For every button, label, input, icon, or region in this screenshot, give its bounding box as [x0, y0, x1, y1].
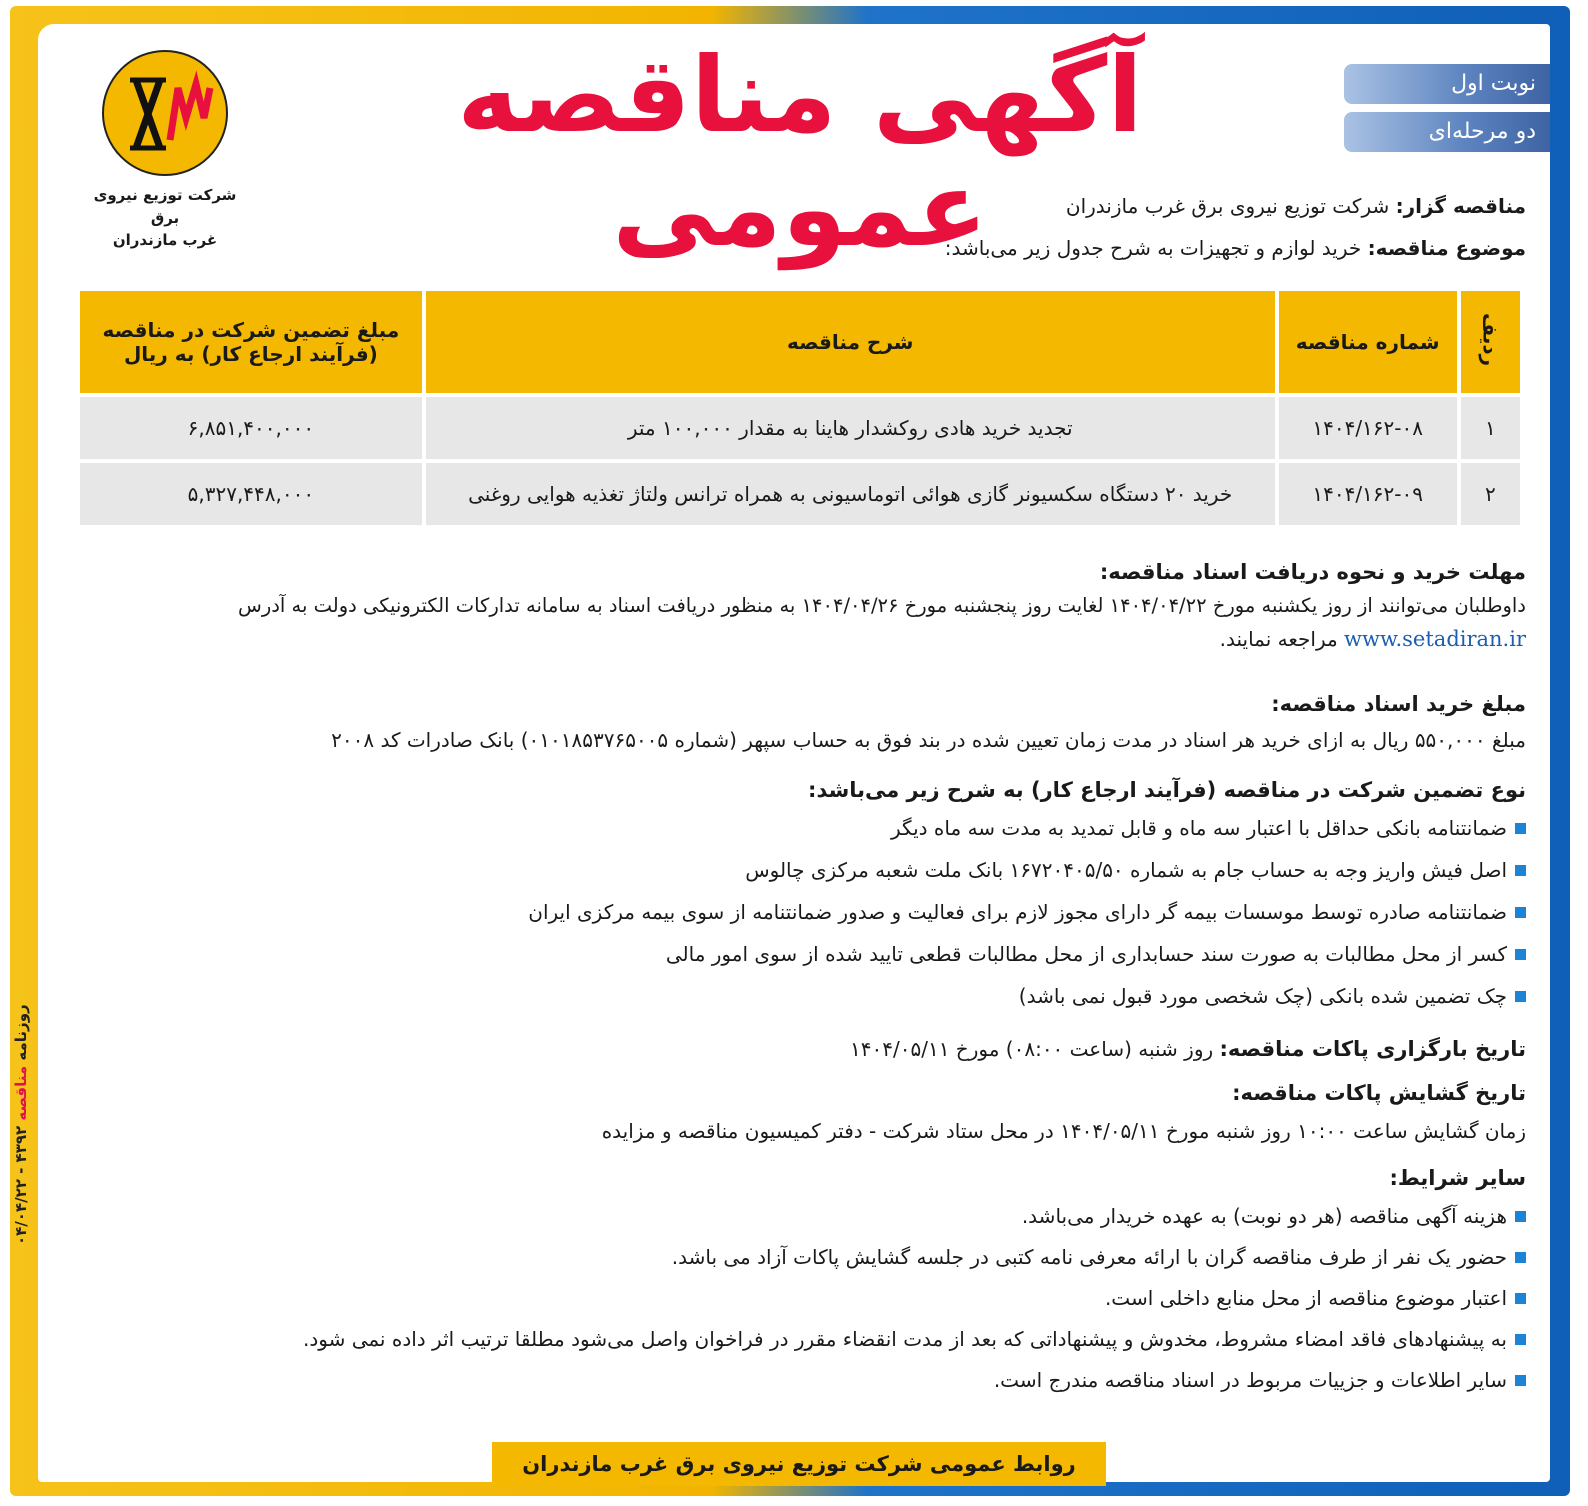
header-amount	[80, 291, 422, 393]
logo-caption	[80, 184, 250, 252]
bullet-square-icon	[1515, 1293, 1526, 1304]
header-row-number: ردیف	[1461, 291, 1520, 393]
list-item: اصل فیش واریز وجه به حساب جام به شماره ۱۶۷۲۰۴۰۵/۵۰ بانک ملت شعبه مرکزی چالوس	[66, 858, 1526, 882]
bullet-square-icon	[1515, 1334, 1526, 1345]
price-section	[66, 692, 1526, 752]
deadline-text: داوطلبان می‌توانند از روز یکشنبه مورخ ۱۴۰۴/۰۴/۲۲ لغایت روز پنجشنبه مورخ ۱۴۰۴/۰۴/۲۶ به منظور دریافت اسناد به سامانه تدارکات الکترونیکی دولت به آدرس	[238, 594, 1526, 617]
deadline-text-end: مراجعه نمایند.	[1219, 627, 1338, 651]
subject-line	[945, 236, 1526, 260]
opening-section	[66, 1081, 1526, 1143]
side-brand: مناقصه	[12, 1065, 30, 1121]
table-row	[80, 397, 1520, 459]
stage-badge: دو مرحله‌ای	[1344, 112, 1550, 152]
table-header-row	[80, 291, 1520, 393]
price-text: مبلغ ۵۵۰,۰۰۰ ریال به ازای خرید هر اسناد در مدت زمان تعیین شده در بند فوق به حساب سپهر (شماره ۰۱۰۱۸۵۳۷۶۵۰۰۵) بانک صادرات کد ۲۰۰۸	[331, 728, 1526, 752]
power-logo-icon	[100, 48, 230, 178]
cell-number: ۱۴۰۴/۱۶۲-۰۸	[1279, 397, 1457, 459]
bullet-square-icon	[1515, 991, 1526, 1002]
cell-description: تجدید خرید هادی روکشدار هاینا به مقدار ۱۰۰,۰۰۰ متر	[426, 397, 1275, 459]
side-prefix: روزنامه	[12, 1004, 30, 1061]
organizer-label: مناقصه گزار:	[1395, 194, 1526, 218]
table-row	[80, 463, 1520, 525]
list-item: ضمانتنامه بانکی حداقل با اعتبار سه ماه و قابل تمدید به مدت سه ماه دیگر	[66, 816, 1526, 840]
cell-description: خرید ۲۰ دستگاه سکسیونر گازی هوائی اتوماسیونی به همراه ترانس ولتاژ تغذیه هوایی روغنی	[426, 463, 1275, 525]
upload-section	[66, 1037, 1526, 1061]
price-heading: مبلغ خرید اسناد مناقصه:	[1271, 692, 1526, 716]
upload-value: روز شنبه (ساعت ۰۸:۰۰) مورخ ۱۴۰۴/۰۵/۱۱	[850, 1037, 1214, 1061]
cell-amount: ۵,۳۲۷,۴۴۸,۰۰۰	[80, 463, 422, 525]
cell-row: ۱	[1461, 397, 1520, 459]
header-tender-number: شماره مناقصه	[1279, 291, 1457, 393]
cell-number: ۱۴۰۴/۱۶۲-۰۹	[1279, 463, 1457, 525]
organizer-value: شرکت توزیع نیروی برق غرب مازندران	[1065, 194, 1390, 218]
page-title: آگهی مناقصه عمومی	[457, 34, 1143, 271]
opening-text: زمان گشایش ساعت ۱۰:۰۰ روز شنبه مورخ ۱۴۰۴/۰۵/۱۱ در محل ستاد شرکت - دفتر کمیسیون مناقصه و مزایده	[601, 1119, 1526, 1143]
tender-table	[76, 287, 1524, 529]
guarantee-list	[66, 816, 1526, 1008]
other-list	[66, 1204, 1526, 1392]
list-item: اعتبار موضوع مناقصه از محل منابع داخلی است.	[66, 1286, 1526, 1310]
deadline-section	[66, 560, 1526, 651]
other-heading: سایر شرایط:	[1389, 1166, 1526, 1190]
bullet-square-icon	[1515, 823, 1526, 834]
bullet-square-icon	[1515, 1375, 1526, 1386]
bullet-square-icon	[1515, 865, 1526, 876]
subject-value: خرید لوازم و تجهیزات به شرح جدول زیر می‌باشد:	[944, 236, 1362, 260]
list-item: کسر از محل مطالبات به صورت سند حسابداری از محل مطالبات قطعی تایید شده از سوی امور مالی	[66, 942, 1526, 966]
upload-label: تاریخ بارگزاری پاکات مناقصه:	[1219, 1037, 1526, 1061]
list-item: سایر اطلاعات و جزییات مربوط در اسناد مناقصه مندرج است.	[66, 1368, 1526, 1392]
header-amount-line1: مبلغ تضمین شرکت در مناقصه	[102, 318, 400, 342]
subject-label: موضوع مناقصه:	[1367, 236, 1526, 260]
other-conditions-section	[66, 1166, 1526, 1392]
bullet-square-icon	[1515, 1252, 1526, 1263]
list-item: ضمانتنامه صادره توسط موسسات بیمه گر دارای مجوز لازم برای فعالیت و صدور ضمانتنامه از سوی بیمه مرکزی ایران	[66, 900, 1526, 924]
logo-caption-line1: شرکت توزیع نیروی برق	[93, 186, 237, 227]
list-item: هزینه آگهی مناقصه (هر دو نوبت) به عهده خریدار می‌باشد.	[66, 1204, 1526, 1228]
header-amount-line2: (فرآیند ارجاع کار) به ریال	[123, 342, 378, 366]
cell-amount: ۶,۸۵۱,۴۰۰,۰۰۰	[80, 397, 422, 459]
bullet-square-icon	[1515, 949, 1526, 960]
company-logo	[80, 48, 250, 252]
round-badge: نوبت اول	[1344, 64, 1550, 104]
guarantee-section	[66, 778, 1526, 1008]
cell-row: ۲	[1461, 463, 1520, 525]
list-item: حضور یک نفر از طرف مناقصه گران با ارائه معرفی نامه کتبی در جلسه گشایش پاکات آزاد می باشد.	[66, 1245, 1526, 1269]
guarantee-heading: نوع تضمین شرکت در مناقصه (فرآیند ارجاع کار) به شرح زیر می‌باشد:	[808, 778, 1526, 802]
list-item: به پیشنهادهای فاقد امضاء مشروط، مخدوش و پیشنهاداتی که بعد از مدت انقضاء مقرر در فراخوان واصل می‌شود مطلقا ترتیب اثر داده نمی شود.	[66, 1327, 1526, 1351]
setadiran-link[interactable]: www.setadiran.ir	[1344, 627, 1526, 651]
header-description: شرح مناقصه	[426, 291, 1275, 393]
logo-caption-line2: غرب مازندران	[112, 231, 218, 249]
newspaper-side-label	[12, 1004, 30, 1245]
bullet-square-icon	[1515, 907, 1526, 918]
list-item: چک تضمین شده بانکی (چک شخصی مورد قبول نمی باشد)	[66, 984, 1526, 1008]
footer-public-relations: روابط عمومی شرکت توزیع نیروی برق غرب مازندران	[492, 1442, 1106, 1486]
side-code: ۴۳۹۲ - ۰۴/۰۴/۲۲	[12, 1125, 30, 1245]
organizer-line	[1066, 194, 1526, 218]
opening-heading: تاریخ گشایش پاکات مناقصه:	[1232, 1081, 1526, 1105]
bullet-square-icon	[1515, 1211, 1526, 1222]
deadline-heading: مهلت خرید و نحوه دریافت اسناد مناقصه:	[1099, 560, 1526, 584]
